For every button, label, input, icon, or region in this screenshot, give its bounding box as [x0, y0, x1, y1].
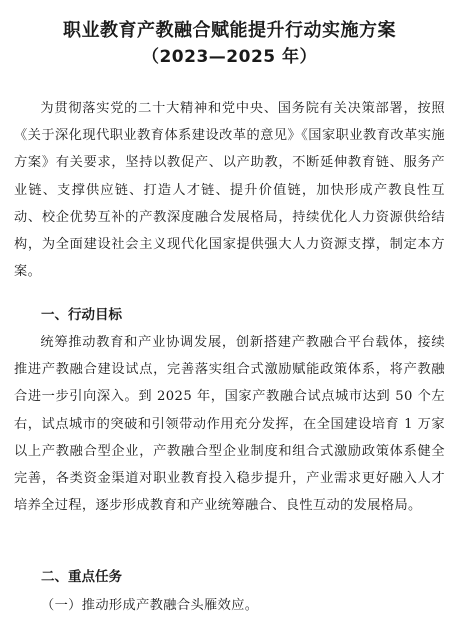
document-subtitle: （2023—2025 年） [141, 47, 318, 67]
goals-paragraph: 统筹推动教育和产业协调发展，创新搭建产教融合平台载体，接续推进产教融合建设试点，完善落实组合式激励赋能政策体系，将产教融合进一步引向深入。到 2025 年，国家产教融合试点城市达到 50 个左右，试点城市的突破和引领带动作用充分发挥，在全国建设培育 1 万家以上产教融合型企业，产教融合型企业制度和组合式激励政策体系健全完善，各类资金渠道对职业教育投入稳步提升，产业需求更好融入人才培养全过程，逐步形成教育和产业统筹融合、良性互动的发展格局。 [14, 335, 445, 514]
intro-paragraph: 为贯彻落实党的二十大精神和党中央、国务院有关决策部署，按照《关于深化现代职业教育体系建设改革的意见》《国家职业教育改革实施方案》有关要求，坚持以教促产、以产助教，不断延伸教育链、服务产业链、支撑供应链、打造人才链、提升价值链，加快形成产教良性互动、校企优势互补的产教深度融合发展格局，持续优化人力资源供给结构，为全面建设社会主义现代化国家提供强大人力资源支撑，制定本方案。 [14, 101, 445, 280]
task-subheading: （一）推动形成产教融合头雁效应。 [41, 598, 259, 613]
section-heading-goals: 一、行动目标 [41, 307, 122, 323]
section-heading-tasks: 二、重点任务 [41, 569, 122, 585]
document-title: 职业教育产教融合赋能提升行动实施方案 [63, 20, 396, 41]
